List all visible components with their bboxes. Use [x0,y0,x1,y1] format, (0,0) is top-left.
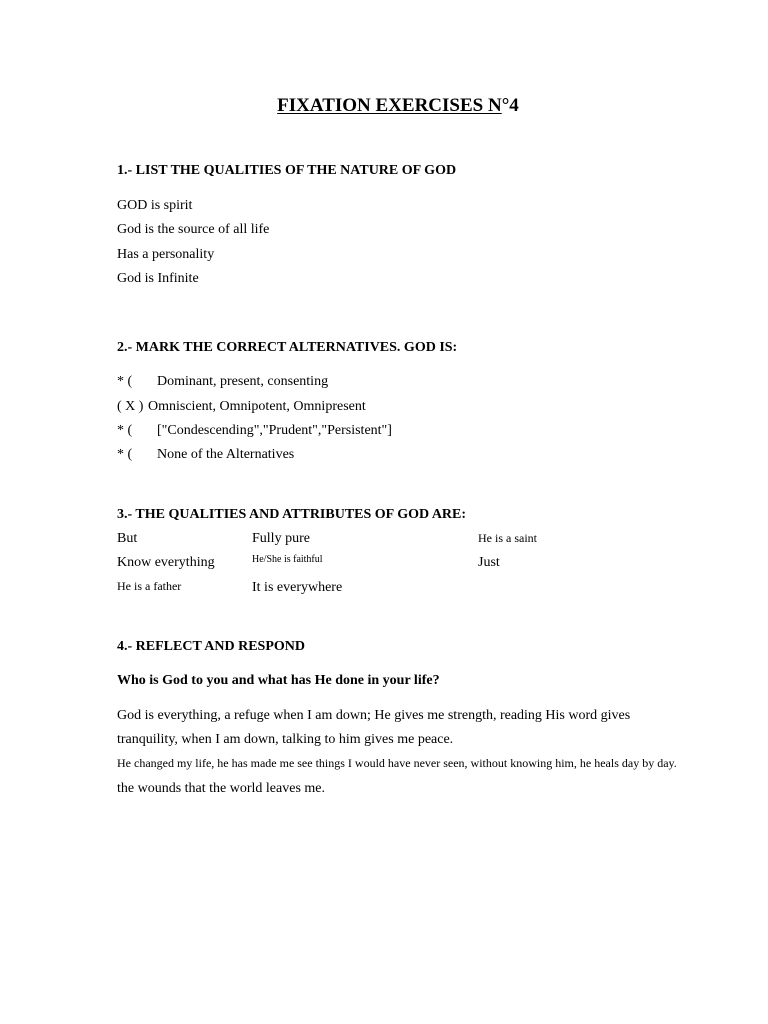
answer-line: God is everything, a refuge when I am down; He gives me strength, reading His word gives [117,708,631,723]
attribute-cell: But [117,531,138,546]
answer-line: the wounds that the world leaves me. [117,781,326,796]
title-suffix: °4 [501,95,519,116]
title-underlined: FIXATION EXERCISES N [277,95,502,116]
attribute-cell: Fully pure [252,531,310,546]
alternative-text: Omniscient, Omnipotent, Omnipresent [148,399,366,414]
section1-item: Has a personality [117,247,215,262]
section1-item: God is Infinite [117,271,199,286]
attribute-cell: He is a saint [478,531,537,545]
answer-line: He changed my life, he has made me see things I would have never seen, without knowing him, he heals day by day. [117,756,677,770]
alternative-mark: ( X ) [117,399,144,414]
attribute-cell: He/She is faithful [252,554,323,565]
alternative-mark: * ( [117,447,133,462]
answer-line: tranquility, when I am down, talking to him gives me peace. [117,732,454,747]
reflection-question: Who is God to you and what has He done in your life? [117,673,440,688]
attribute-cell: Know everything [117,555,215,570]
alternative-text: None of the Alternatives [157,447,295,462]
section1-item: GOD is spirit [117,198,193,213]
attribute-cell: It is everywhere [252,580,343,595]
alternative-mark: * ( [117,423,133,438]
section4-heading: 4.- REFLECT AND RESPOND [117,639,305,654]
alternative-mark: * ( [117,374,133,389]
alternative-text: Dominant, present, consenting [157,374,329,389]
section1-item: God is the source of all life [117,222,270,237]
document-title [0,96,768,115]
section1-heading: 1.- LIST THE QUALITIES OF THE NATURE OF GOD [117,163,457,178]
alternative-text: ["Condescending","Prudent","Persistent"] [157,423,392,438]
section3-heading: 3.- THE QUALITIES AND ATTRIBUTES OF GOD ARE: [117,507,467,522]
attribute-cell: He is a father [117,579,182,593]
section2-heading: 2.- MARK THE CORRECT ALTERNATIVES. GOD IS: [117,340,458,355]
attribute-cell: Just [478,555,500,570]
